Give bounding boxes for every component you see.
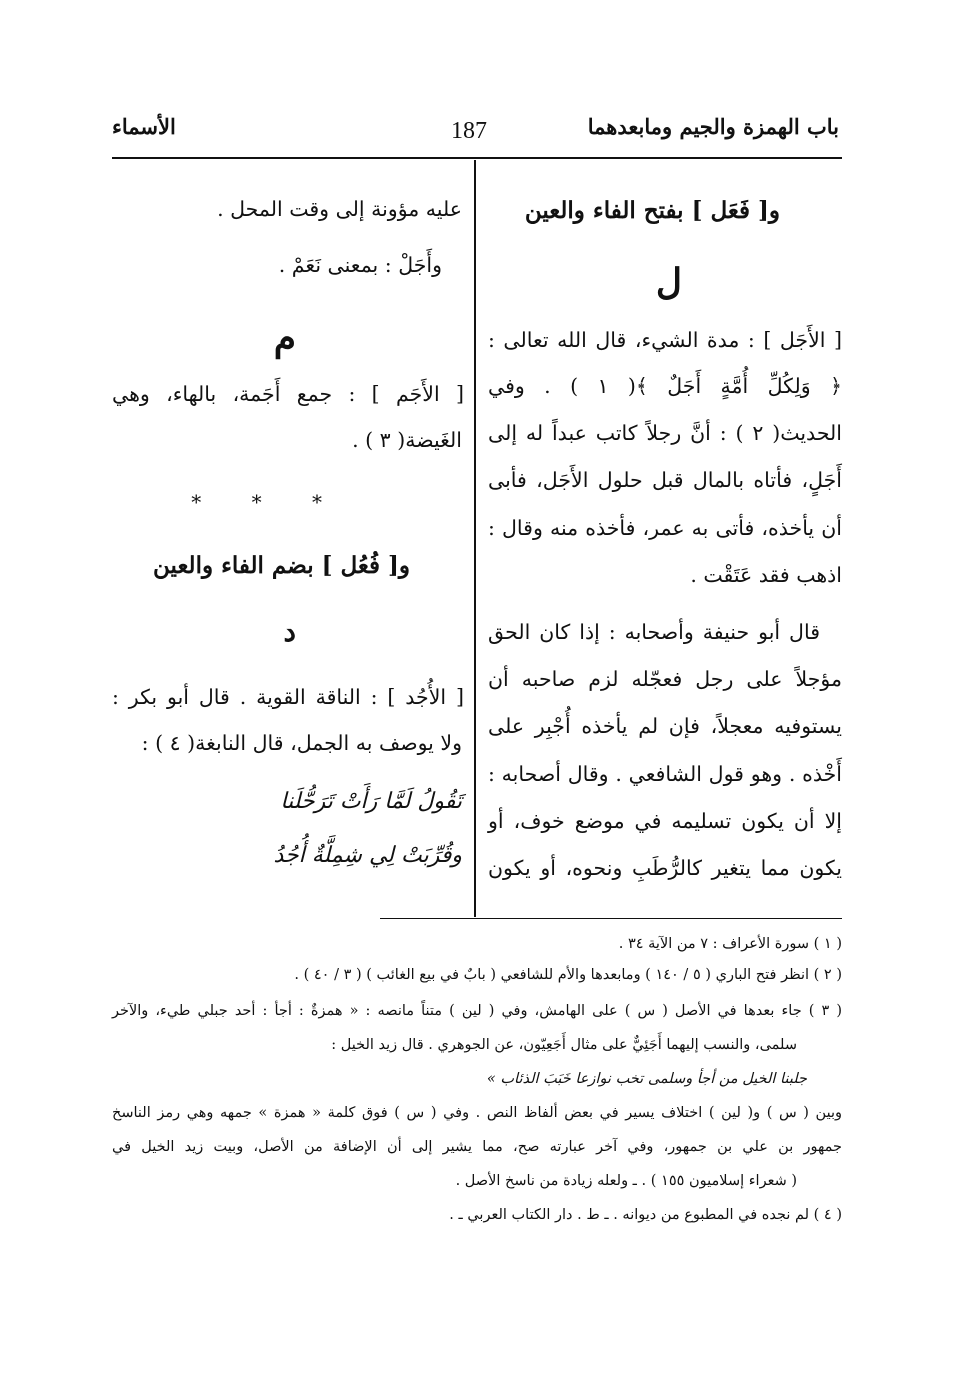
text-line: الحديث( ٢ ) : أنَّ رجلاً كاتب عبداً له إلى — [488, 421, 842, 445]
footnote-3-verse: جلبنا الخيل من أجأ وسلمى تخب نوازعا خَبَبَ الذئاب » — [486, 1071, 807, 1087]
text-line: ﴿ وَلِكُلِّ أُمَّةٍ أَجَلٌ ﴾( ١ ) . وفي — [488, 374, 842, 398]
text-line: أَخْذه . وهو قول الشافعي . وقال أصحابه : — [488, 762, 842, 786]
footnote-3-cont: وبين ( س ) و( لين ) اختلاف يسير في بعض ألفاظ النص . وفي ( س ) فوق كلمة « همزة » جمهه وهي رمز الناسخ — [112, 1105, 842, 1121]
footnote-3: ( ٣ ) جاء بعدها في الأصل ( س ) على الهامش، وفي ( لين ) متناً مانصه : « همزةٌ : أجأ : أحد جبلي طيء، والآخر — [112, 1003, 842, 1019]
header-right-title: باب الهمزة والجيم ومابعدهما — [587, 114, 839, 139]
text-line: [ الأَجَم ] : جمع أَجَمة، بالهاء، وهي — [112, 382, 464, 406]
header-left-title: الأسماء — [112, 114, 176, 139]
text-line: أن يأخذه، فأتى به عمر، فأخذه منه وقال : — [488, 516, 842, 540]
poem-verse-2: وقُرِّبَتْ لِي شِمِلَّةٌ أُجُدُ — [273, 843, 462, 868]
text-line: أَجَلٍ، فأتاه بالمال قبل حلول الأَجَل، فأبى — [488, 468, 842, 492]
text-line: [ الأَجَل ] : مدة الشيء، قال الله تعالى : — [488, 328, 842, 352]
letter-mim: م — [273, 317, 296, 359]
text-line: وأَجَلْ : بمعنى نَعَمْ . — [278, 253, 442, 277]
text-line: يستوفيه معجلاً، فإن لم يأخذه أُجْبِر على — [488, 714, 842, 738]
text-line: اذهب فقد عَتَقْت . — [690, 563, 842, 587]
column-divider — [474, 160, 476, 917]
section-separator-stars: * * * — [191, 490, 344, 514]
footnote-1: ( ١ ) سورة الأعراف : ٧ من الآية ٣٤ . — [618, 936, 842, 952]
text-line: [ الأُجُد ] : الناقة القوية . قال أبو بكر : — [112, 685, 464, 709]
text-line: إلا أن يكون تسليمه في موضع خوف، أو — [488, 809, 842, 833]
letter-lam: ل — [655, 261, 682, 303]
text-line: ولا يوصف به الجمل، قال النابغة( ٤ ) : — [141, 731, 462, 755]
footnote-3-cont: سلمى، والنسب إليهما أَجَئِيٌّ على مثال أَجَعِيّون، عن الجوهري . قال زيد الخيل : — [331, 1037, 797, 1053]
footnote-3-cont: ( شعراء إسلاميون ١٥٥ ) . ـ ولعله زيادة من ناسخ الأصل . — [455, 1173, 797, 1189]
text-line: مؤجلاً على رجل فعجّله لزم صاحبه أن — [488, 667, 842, 691]
letter-dal: د — [283, 615, 296, 648]
header-rule — [112, 157, 842, 159]
text-line: عليه مؤونة إلى وقت المحل . — [217, 197, 462, 221]
text-line: قال أبو حنيفة وأصحابه : إذا كان الحق — [488, 620, 820, 644]
footnote-4: ( ٤ ) لم نجده في المطبوع من ديوانه . ـ ط . دار الكتاب العربي ـ . — [449, 1207, 842, 1223]
text-line: يكون مما يتغير كالرُّطَبِ ونحوه، أو يكون — [488, 856, 842, 880]
section-heading-fuul: و[ فُعُل ] بضم الفاء والعين — [153, 552, 410, 579]
section-heading-faal: و[ فَعَل ] بفتح الفاء والعين — [524, 197, 780, 224]
text-line: الغَيضة( ٣ ) . — [352, 428, 462, 452]
footnote-3-cont: جمهور بن علي بن جمهور، وفي آخر عبارته صح، مما يشير إلى أن الإضافة من الأصل، وبيت زيد الخيل في — [112, 1139, 842, 1155]
page-number: 187 — [451, 118, 487, 144]
footnote-2: ( ٢ ) انظر فتح الباري ( ٥ / ١٤٠ ) ومابعدها والأم للشافعي ( بابٌ في بيع الغائب ) ( ٣ / ٤٠ ) . — [294, 967, 842, 983]
poem-verse-1: تَقُولُ لَمَّا رَأَتْ تَرَحُّلَنا — [280, 789, 462, 814]
footnote-rule — [380, 918, 842, 919]
